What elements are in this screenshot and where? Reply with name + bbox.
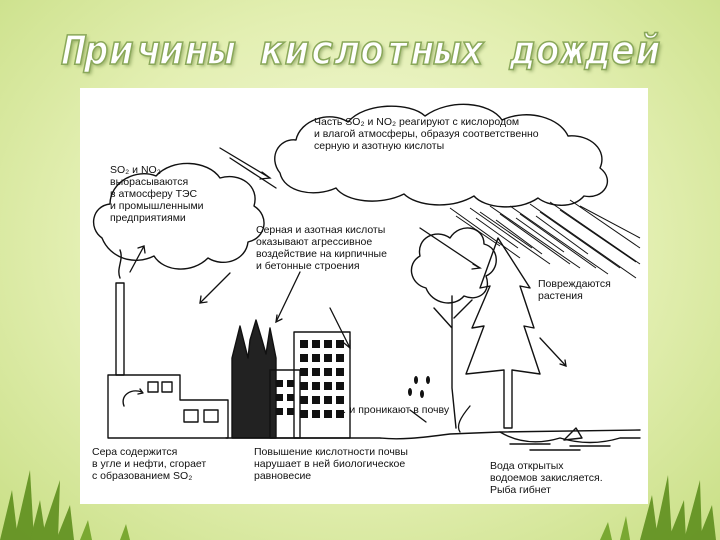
fish (564, 428, 582, 440)
label-cloud-top: Часть SO₂ и NO₂ реагируют с кислородом и влагой атмосферы, образуя соответственно серную и азотную кислоты (314, 116, 539, 152)
building-windows (276, 340, 344, 418)
power-plant (108, 375, 228, 438)
raindrops (408, 376, 430, 398)
chimney (116, 283, 124, 375)
label-sulfur: Сера содержится в угле и нефти, сгорает с образованием SO₂ (92, 446, 207, 482)
label-water: Вода открытых водоемов закисляется. Рыба гибнет (490, 460, 603, 496)
acid-rain-diagram (80, 88, 648, 504)
slide-title: Причины кислотных дождей (59, 28, 661, 74)
label-cloud-left: SO₂ и NO₂ выбрасываются в атмосферу ТЭС и промышленными предприятиями (110, 164, 204, 224)
label-soil: … и проникают в почву (336, 404, 450, 416)
grass-decoration (0, 450, 720, 540)
label-acids: Серная и азотная кислоты оказывают агрессивное воздействие на кирпичные и бетонные строения (256, 224, 387, 272)
label-plants: Повреждаются растения (538, 278, 611, 302)
label-acidity: Повышение кислотности почвы нарушает в ней биологическое равновесие (254, 446, 408, 482)
